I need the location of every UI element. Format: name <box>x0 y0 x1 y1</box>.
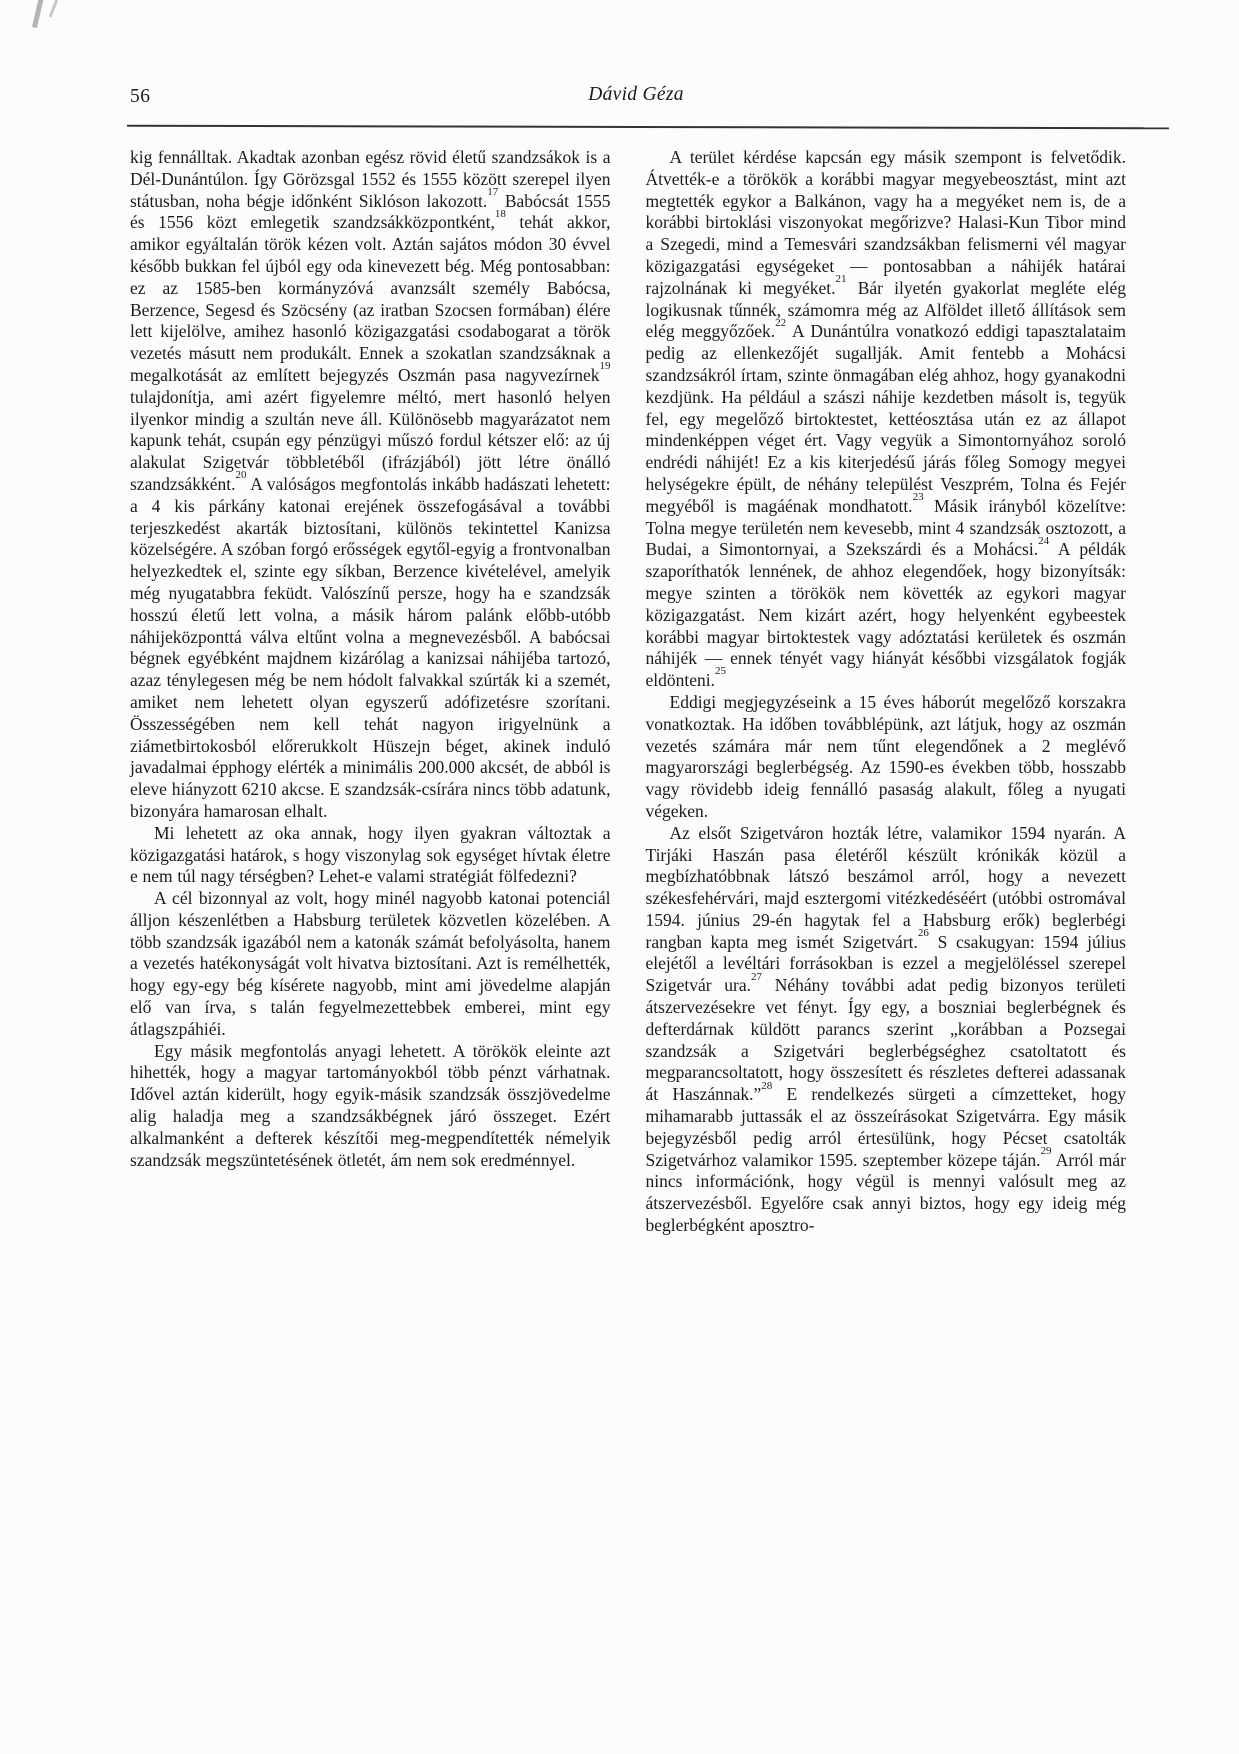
footnote-ref: 18 <box>494 207 506 220</box>
footnote-ref: 26 <box>917 926 929 939</box>
running-head: Dávid Géza <box>588 84 684 105</box>
footnote-ref: 20 <box>235 469 247 482</box>
footnote-ref: 25 <box>715 665 726 678</box>
footnote-ref: 29 <box>1040 1144 1052 1157</box>
header-rule <box>127 125 1169 130</box>
paragraph: Az elsőt Szigetváron hozták létre, valamikor 1594 nyarán. A Tirjáki Haszán pasa életéről készült krónikák közül a megbízhatóbbnak látszó beszámol arról, hogy a nevezett székesfehérvári, majd esztergomi vitézkedéséért (utóbbi ostromával 1594. június 29-én hagytak fel a Habsburg erők) beglerbégi rangban kapta meg ismét Szigetvárt.$^{26}$ S csakugyan: 1594 július elejétől a levéltári forrásokban is ezzel a megjelöléssel szerepel Szigetvár ura.$^{27}$ Néhány további adat pedig bizonyos területi átszervezésekre vet fényt. Így egy, a boszniai beglerbégnek és defterdárnak küldött parancs szerint „korábban a Pozsegai szandzsák a Szigetvári beglerbégséghez csatoltatott és megparancsoltatott, hogy összesített és részletes defterei adassanak át Haszánnak.”$^{28}$ E rendelkezés sürgeti a címzetteket, hogy mihamarabb juttassák el az összeírásokat Szigetvárra. Egy másik bejegyzésből pedig arról értesülünk, hogy Pécset csatolták Szigetvárhoz valamikor 1595. szeptember közepe táján.$^{29}$ Arról már nincs információnk, hogy végül is mennyi valósult meg az átszervezésből. Egyelőre csak annyi biztos, hogy egy ideig még beglerbégként aposztro- <box>645 822 1126 1236</box>
left-column <box>130 147 611 1237</box>
footnote-ref: 22 <box>775 316 787 329</box>
footnote-ref: 24 <box>1038 534 1050 547</box>
paragraph: Mi lehetett az oka annak, hogy ilyen gyakran változtak a közigazgatási határok, s hogy viszonylag sok egységet hívtak életre e nem túl nagy térségben? Lehet-e valami stratégiát fölfedezni? <box>130 822 611 887</box>
right-column <box>646 147 1127 1237</box>
footnote-ref: 28 <box>761 1079 773 1092</box>
paragraph: Eddigi megjegyzéseink a 15 éves háborút megelőző korszakra vonatkoztak. Ha időben továbblépünk, azt látjuk, hogy az oszmán vezetés számára már nem tűnt elegendőnek a 2 meglévő magyarországi beglerbégség. Az 1590-es években több, hosszabb vagy rövidebb ideig fennálló pasaság alakult, főleg a nyugati végeken. <box>645 691 1126 821</box>
paragraph: kig fennálltak. Akadtak azonban egész rövid életű szandzsákok is a Dél-Dunántúlon. Így Görözsgal 1552 és 1555 között szerepel ilyen státusban, noha bégje időnként Siklóson lakozott.$^{17}$ Babócsát 1555 és 1556 közt emlegetik szandzsákközpontként,$^{18}$ tehát akkor, amikor egyáltalán török kézen volt. Aztán sajátos módon 30 évvel később bukkan fel újból egy oda kinevezett bég. Még pontosabban: ez az 1585-ben kormányzóvá avanzsált személy Babócsa, Berzence, Segesd és Szöcsény (az iratban Szocsen formában) élére lett kijelölve, amihez hasonló közigazgatási csodabogarat a török vezetés másutt nem produkált. Ennek a szokatlan szandzsáknak a megalkotását az említett bejegyzés Oszmán pasa nagyvezírnek$^{19}$ tulajdonítja, ami azért figyelemre méltó, mert hasonló helyen ilyenkor mindig a szultán neve áll. Különösebb magyarázatot nem kapunk tehát, csupán egy pénzügyi műszó fordul kétszer elő: az új alakulat Szigetvár többletéből (ifrázjából) jött létre önálló szandzsákként.$^{20}$ A valóságos megfontolás inkább hadászati lehetett: a 4 kis párkány katonai erejének összefogásával a további terjeszkedést akarták biztosítani, különös tekintettel Kanizsa közelségére. A szóban forgó erősségek egytől-egyig a frontvonalban helyezkedtek el, szinte egy síkban, Berzence kivételével, amelyik még nyugatabbra feküdt. Valószínű persze, hogy ha e szandzsák hosszú életű lett volna, a másik három palánk előbb-utóbb náhijeközponttá válva eltűnt volna a megnevezésből. A babócsai bégnek egyébként majdnem kizárólag a kanizsai náhijéba tartozó, azaz ténylegesen még be nem hódolt falvakkal szúrták ki a szemét, amiket nem lehetett olyan egyszerű adófizetésre szorítani. Összességében nem kell tehát nagyon irigyelnünk a ziámetbirtokosból előrerukkolt Hüszejn béget, akinek induló javadalmai épphogy elérték a minimális 200.000 akcsét, de abból is eleve hiányzott 6210 akcse. E szandzsák-csírára nincs több adatunk, bizonyára hamarosan elhalt. <box>130 147 611 821</box>
footnote-ref: 27 <box>751 970 763 983</box>
footnote-ref: 23 <box>912 490 924 503</box>
page-number: 56 <box>130 86 151 107</box>
paragraph: A terület kérdése kapcsán egy másik szempont is felvetődik. Átvették-e a törökök a korábbi magyar megyebeosztást, mint azt megtették egykor a Balkánon, vagy ha a megyéket nem is, de a korábbi birtoklási viszonyokat megőrizve? Halasi-Kun Tibor mind a Szegedi, mind a Temesvári szandzsákban felismerni vél magyar közigazgatási egységeket — pontosabban a náhijék határai rajzolnának ki megyéket.$^{21}$ Bár ilyetén gyakorlat megléte elég logikusnak tűnnék, számomra még az Alföldet illető állítások sem elég meggyőzőek.$^{22}$ A Dunántúlra vonatkozó eddigi tapasztalataim pedig az ellenkezőjét sugallják. Amit fentebb a Mohácsi szandzsákról írtam, szinte önmagában elég ahhoz, hogy gyanakodni kezdjünk. Ha például a szászi náhije kezdetben másolt is, tegyük fel, egy megelőző birtoktestet, kettéosztása után ez az állapot mindenképpen véget ért. Vagy vegyük a Simontornyához soroló endrédi náhijét! Ez a kis kiterjedésű járás főleg Somogy megyei helységekre épült, de néhány települést Veszprém, Tolna és Fejér megyéből is magáénak mondhatott.$^{23}$ Másik irányból közelítve: Tolna megye területén nem kevesebb, mint 4 szandzsák osztozott, a Budai, a Simontornyai, a Szekszárdi és a Mohácsi.$^{24}$ A példák szaporíthatók lennének, de ahhoz elegendőek, hogy bizonyítsák: megye szinten a törökök nem követték az egykori magyar közigazgatást. Nem kizárt azért, hogy helyenként egybeestek korábbi magyar birtoktestek vagy adóztatási kerületek és oszmán náhijék — ennek tényét vagy hiányát későbbi vizsgálatok fogják eldönteni.$^{25}$ <box>645 147 1126 691</box>
page-header <box>130 84 1142 106</box>
paragraph: Egy másik megfontolás anyagi lehetett. A törökök eleinte azt hihették, hogy a magyar tartományokból több pénzt várhatnak. Idővel aztán kiderült, hogy egyik-másik szandzsák összjövedelme alig haladja meg a szandzsákbégnek járó összeget. Ezért alkalmanként a defterek készítői meg-megpendítették némelyik szandzsák megszüntetésének ötletét, ám nem sok eredménnyel. <box>130 1040 611 1170</box>
footnote-ref: 19 <box>599 360 611 373</box>
footnote-ref: 21 <box>835 273 847 286</box>
text-columns <box>130 147 1126 1237</box>
footnote-ref: 17 <box>487 185 499 198</box>
paragraph: A cél bizonnyal az volt, hogy minél nagyobb katonai potenciál álljon készenlétben a Habsburg területek közvetlen közelében. A több szandzsák igazából nem a katonák számát befolyásolta, hanem a vezetés hatékonyságát volt hivatva biztosítani. Azt is remélhették, hogy egy-egy bég kísérete nagyobb, mint ami jövedelme alapján elő van írva, s talán fegyelmezettebbek emberei, mint egy átlagszpáhiéi. <box>130 888 611 1039</box>
scan-artifact <box>28 0 76 36</box>
